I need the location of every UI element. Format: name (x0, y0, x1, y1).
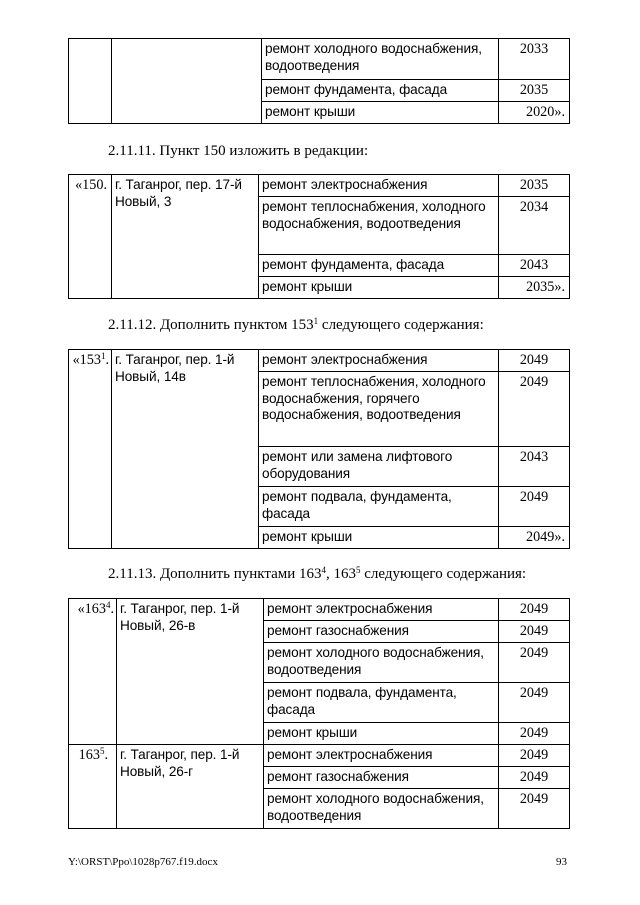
work-cell: ремонт крыши (259, 277, 499, 299)
work-cell: ремонт крыши (264, 723, 499, 745)
work-cell: ремонт холодного водоснабжения, водоотведения (264, 789, 499, 829)
year-cell: 2035». (499, 277, 570, 299)
work-cell: ремонт холодного водоснабжения, водоотведения (262, 39, 499, 80)
year-cell: 2049 (499, 643, 570, 683)
work-cell: ремонт теплоснабжения, холодного водоснабжения, горячего водоснабжения, водоотведения (259, 372, 499, 447)
year-cell: 2035 (499, 80, 570, 102)
work-cell: ремонт электроснабжения (259, 350, 499, 372)
table-row (69, 745, 570, 767)
num-cell (69, 39, 112, 124)
work-cell: ремонт газоснабжения (264, 767, 499, 789)
work-cell: ремонт фундамента, фасада (262, 80, 499, 102)
section-heading: 2.11.12. Дополнить пунктом $153^1$ следующего содержания: (108, 316, 484, 333)
num-cell: «150. (69, 175, 112, 299)
work-cell: ремонт крыши (262, 102, 499, 124)
address-cell: г. Таганрог, пер. 1-й Новый, 26-г (117, 745, 264, 829)
work-cell: ремонт подвала, фундамента, фасада (259, 487, 499, 527)
table-row (69, 350, 570, 372)
year-cell: 2049 (499, 767, 570, 789)
footer-path: Y:\ORST\Ppo\1028p767.f19.docx (68, 856, 218, 868)
work-cell: ремонт фундамента, фасада (259, 255, 499, 277)
work-cell: ремонт электроснабжения (264, 745, 499, 767)
work-cell: ремонт подвала, фундамента, фасада (264, 683, 499, 723)
footer-page-number: 93 (556, 856, 567, 868)
address-cell: г. Таганрог, пер. 1-й Новый, 26-в (117, 599, 264, 745)
year-cell: 2049 (499, 745, 570, 767)
year-cell: 2043 (499, 447, 570, 487)
work-cell: ремонт теплоснабжения, холодного водоснабжения, водоотведения (259, 197, 499, 255)
num-cell: «$153^1$. (69, 350, 112, 549)
work-cell: ремонт электроснабжения (264, 599, 499, 621)
table-row (69, 39, 570, 80)
year-cell: 2034 (499, 197, 570, 255)
table-items-163 (68, 598, 570, 829)
year-cell: 2049 (499, 599, 570, 621)
year-cell: 2049». (499, 527, 570, 549)
year-cell: 2049 (499, 621, 570, 643)
section-heading: 2.11.13. Дополнить пунктами $163^4$, $163^5$ следующего содержания: (108, 565, 527, 582)
work-cell: ремонт электроснабжения (259, 175, 499, 197)
table-continuation (68, 38, 570, 124)
year-cell: 2035 (499, 175, 570, 197)
table-row (69, 175, 570, 197)
year-cell: 2043 (499, 255, 570, 277)
year-cell: 2033 (499, 39, 570, 80)
table-row (69, 599, 570, 621)
address-cell: г. Таганрог, пер. 17-й Новый, 3 (112, 175, 259, 299)
table-item-153-1 (68, 349, 570, 549)
table-item-150 (68, 174, 570, 299)
year-cell: 2049 (499, 350, 570, 372)
year-cell: 2049 (499, 683, 570, 723)
work-cell: ремонт крыши (259, 527, 499, 549)
address-cell (112, 39, 262, 124)
section-heading: 2.11.11. Пункт 150 изложить в редакции: (108, 143, 369, 159)
year-cell: 2020». (499, 102, 570, 124)
year-cell: 2049 (499, 372, 570, 447)
num-cell: «$163^4$. (69, 599, 117, 745)
year-cell: 2049 (499, 723, 570, 745)
year-cell: 2049 (499, 789, 570, 829)
num-cell: $163^5$. (69, 745, 117, 829)
work-cell: ремонт холодного водоснабжения, водоотведения (264, 643, 499, 683)
work-cell: ремонт или замена лифтового оборудования (259, 447, 499, 487)
work-cell: ремонт газоснабжения (264, 621, 499, 643)
address-cell: г. Таганрог, пер. 1-й Новый, 14в (112, 350, 259, 549)
year-cell: 2049 (499, 487, 570, 527)
